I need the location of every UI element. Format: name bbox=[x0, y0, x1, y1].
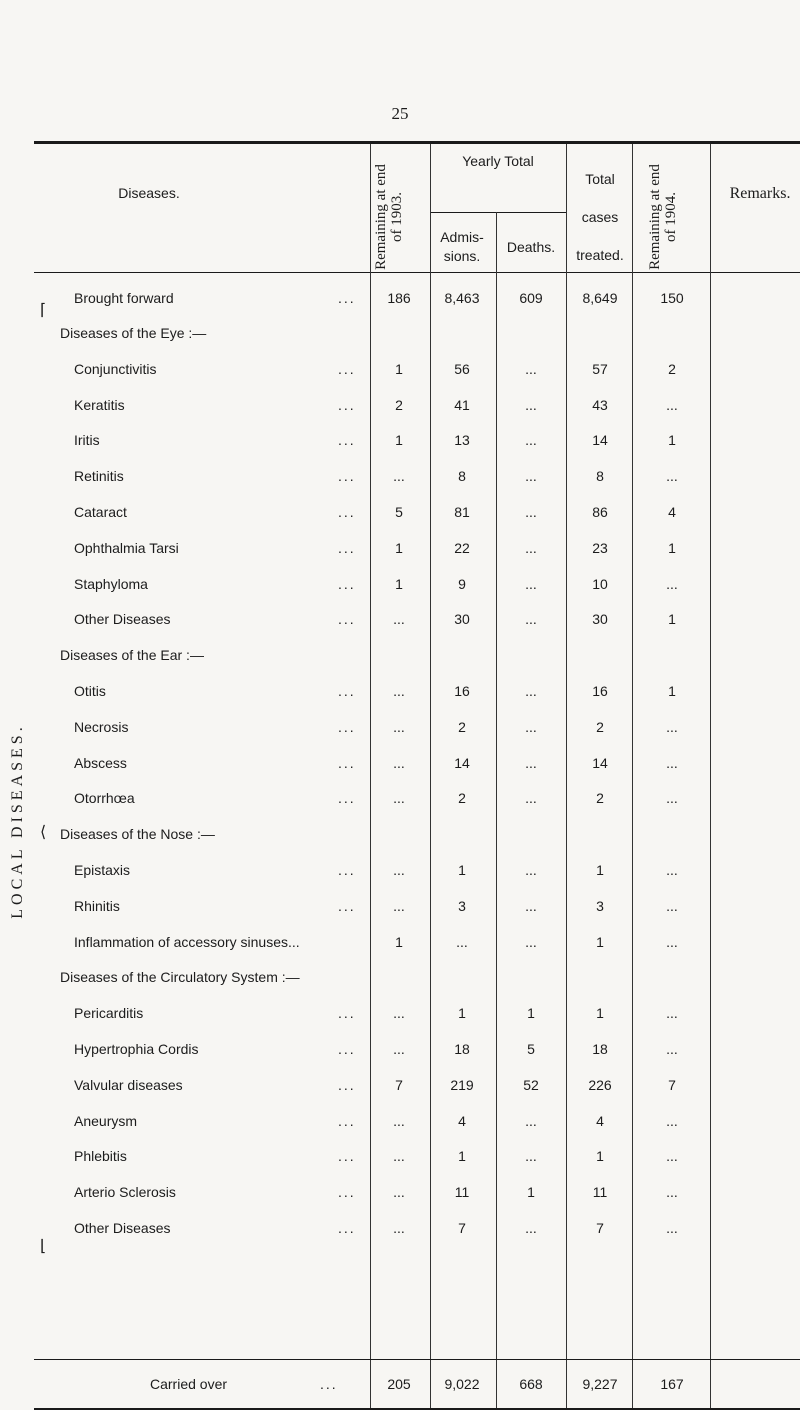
row-name: Keratitis bbox=[74, 397, 125, 413]
cell-total: 11 bbox=[592, 1184, 608, 1200]
cell-total: 86 bbox=[592, 504, 608, 520]
header-remarks: Remarks. bbox=[729, 185, 791, 202]
leader-dots: ... bbox=[338, 361, 356, 377]
leader-dots: ... bbox=[338, 862, 356, 878]
row-name: Arterio Sclerosis bbox=[74, 1184, 176, 1200]
cell-remaining-1904: ... bbox=[666, 1041, 678, 1057]
cell-total: 14 bbox=[592, 755, 608, 771]
brace-bottom: ⌊ bbox=[40, 1238, 47, 1255]
table-row bbox=[0, 719, 800, 743]
cell-remaining-1903: ... bbox=[393, 1184, 405, 1200]
leader-dots: ... bbox=[338, 1113, 356, 1129]
row-name: Ophthalmia Tarsi bbox=[74, 540, 179, 556]
table-row bbox=[0, 504, 800, 528]
cell-remaining-1904: 150 bbox=[660, 290, 684, 306]
cell-remaining-1904: ... bbox=[666, 755, 678, 771]
header-deaths: Deaths. bbox=[506, 239, 556, 255]
section-heading-row bbox=[0, 325, 800, 349]
cell-deaths: ... bbox=[525, 540, 537, 556]
row-name: Phlebitis bbox=[74, 1148, 127, 1164]
cell-total: 4 bbox=[596, 1113, 604, 1129]
cell-deaths: ... bbox=[525, 468, 537, 484]
brought-forward-row bbox=[0, 290, 800, 314]
leader-dots: ... bbox=[338, 504, 356, 520]
row-name: Aneurysm bbox=[74, 1113, 138, 1129]
cell-admissions: 4 bbox=[458, 1113, 466, 1129]
top-rule bbox=[34, 141, 800, 144]
cell-admissions: 81 bbox=[454, 504, 470, 520]
table-row bbox=[0, 934, 800, 958]
cell-remaining-1903: 1 bbox=[395, 934, 403, 950]
cell-admissions: ... bbox=[456, 934, 468, 950]
cell-total: 1 bbox=[596, 1148, 604, 1164]
leader-dots: ... bbox=[338, 1005, 356, 1021]
leader-dots: ... bbox=[338, 290, 356, 306]
row-name: Other Diseases bbox=[74, 611, 171, 627]
cell-total: 16 bbox=[592, 683, 608, 699]
cell-admissions: 7 bbox=[458, 1220, 466, 1236]
header-admissions: Admis- sions. bbox=[440, 229, 484, 264]
cell-remaining-1903: 1 bbox=[395, 576, 403, 592]
cell-remaining-1904: ... bbox=[666, 576, 678, 592]
cell-deaths: ... bbox=[525, 576, 537, 592]
cell-remaining-1904: 1 bbox=[668, 540, 676, 556]
cell-total: 8,649 bbox=[582, 290, 618, 306]
section-heading-row bbox=[0, 969, 800, 993]
cell-admissions: 8 bbox=[458, 468, 466, 484]
carried-over-rule bbox=[34, 1359, 800, 1360]
cell-deaths: 1 bbox=[527, 1184, 535, 1200]
table-row bbox=[0, 611, 800, 635]
row-name: Pericarditis bbox=[74, 1005, 144, 1021]
header-diseases: Diseases. bbox=[118, 185, 180, 201]
cell-total: 8 bbox=[596, 468, 604, 484]
cell-remaining-1904: ... bbox=[666, 1184, 678, 1200]
cell-deaths: ... bbox=[525, 934, 537, 950]
cell-remaining-1904: ... bbox=[666, 719, 678, 735]
cell-admissions: 30 bbox=[454, 611, 470, 627]
row-name: Valvular diseases bbox=[74, 1077, 183, 1093]
cell-remaining-1903: 2 bbox=[395, 397, 403, 413]
cell-admissions: 9 bbox=[458, 576, 466, 592]
brace-top: ⌈ bbox=[40, 302, 47, 319]
table-row bbox=[0, 1077, 800, 1101]
section-heading-row bbox=[0, 826, 800, 850]
cell-deaths: ... bbox=[525, 790, 537, 806]
header-remaining-1903: Remaining at end of 1903. bbox=[373, 164, 405, 270]
row-name: Staphyloma bbox=[74, 576, 148, 592]
cell-admissions: 41 bbox=[454, 397, 470, 413]
cell-total: 18 bbox=[592, 1041, 608, 1057]
cell-remaining-1904: 1 bbox=[668, 683, 676, 699]
table-row bbox=[0, 1184, 800, 1208]
table-row bbox=[0, 1220, 800, 1244]
cell-admissions: 1 bbox=[458, 1148, 466, 1164]
cell-admissions: 56 bbox=[454, 361, 470, 377]
cell-remaining-1904: 1 bbox=[668, 611, 676, 627]
cell-remaining-1903: ... bbox=[393, 719, 405, 735]
cell-remaining-1903: ... bbox=[393, 862, 405, 878]
cell-remaining-1903: 1 bbox=[395, 432, 403, 448]
row-name: Otorrhœa bbox=[74, 790, 135, 806]
row-name: Epistaxis bbox=[74, 862, 131, 878]
cell-deaths: ... bbox=[525, 361, 537, 377]
row-name: Other Diseases bbox=[74, 1220, 171, 1236]
leader-dots: ... bbox=[338, 1148, 356, 1164]
leader-dots: ... bbox=[338, 611, 356, 627]
row-name: Inflammation of accessory sinuses... bbox=[74, 934, 300, 950]
row-name: Rhinitis bbox=[74, 898, 120, 914]
leader-dots: ... bbox=[338, 468, 356, 484]
carried-over-row bbox=[0, 1376, 800, 1400]
table-row bbox=[0, 397, 800, 421]
cell-remaining-1904: ... bbox=[666, 862, 678, 878]
row-name: Hypertrophia Cordis bbox=[74, 1041, 199, 1057]
row-name: Otitis bbox=[74, 683, 106, 699]
cell-admissions: 13 bbox=[454, 432, 470, 448]
cell-deaths: ... bbox=[525, 397, 537, 413]
cell-remaining-1904: ... bbox=[666, 1220, 678, 1236]
cell-deaths: ... bbox=[525, 432, 537, 448]
section-heading: Diseases of the Eye :— bbox=[60, 325, 207, 341]
row-name: Carried over bbox=[150, 1376, 228, 1392]
cell-admissions: 2 bbox=[458, 719, 466, 735]
cell-total: 2 bbox=[596, 719, 604, 735]
table-row bbox=[0, 755, 800, 779]
cell-remaining-1904: ... bbox=[666, 397, 678, 413]
cell-admissions: 2 bbox=[458, 790, 466, 806]
cell-remaining-1904: ... bbox=[666, 1148, 678, 1164]
cell-deaths: 52 bbox=[523, 1077, 539, 1093]
section-heading: Diseases of the Ear :— bbox=[60, 647, 204, 663]
cell-total: 14 bbox=[592, 432, 608, 448]
leader-dots: ... bbox=[338, 432, 356, 448]
cell-admissions: 18 bbox=[454, 1041, 470, 1057]
cell-remaining-1904: 7 bbox=[668, 1077, 676, 1093]
leader-dots: ... bbox=[338, 540, 356, 556]
cell-total: 226 bbox=[588, 1077, 612, 1093]
cell-total: 1 bbox=[596, 1005, 604, 1021]
cell-deaths: ... bbox=[525, 719, 537, 735]
table-row bbox=[0, 540, 800, 564]
cell-admissions: 16 bbox=[454, 683, 470, 699]
cell-remaining-1903: ... bbox=[393, 1041, 405, 1057]
cell-deaths: ... bbox=[525, 862, 537, 878]
header-total-cases: Total cases treated. bbox=[576, 171, 624, 263]
header-remaining-1904: Remaining at end of 1904. bbox=[647, 164, 679, 270]
table-row bbox=[0, 862, 800, 886]
cell-remaining-1903: ... bbox=[393, 611, 405, 627]
table-row bbox=[0, 1005, 800, 1029]
cell-deaths: 1 bbox=[527, 1005, 535, 1021]
table-row bbox=[0, 432, 800, 456]
table-row bbox=[0, 1041, 800, 1065]
cell-remaining-1903: ... bbox=[393, 468, 405, 484]
header-bottom-rule bbox=[34, 272, 800, 273]
table-row bbox=[0, 576, 800, 600]
leader-dots: ... bbox=[338, 1184, 356, 1200]
cell-admissions: 9,022 bbox=[444, 1376, 480, 1392]
header-yearly-total: Yearly Total bbox=[462, 153, 534, 169]
section-heading: Diseases of the Nose :— bbox=[60, 826, 215, 842]
cell-total: 1 bbox=[596, 862, 604, 878]
cell-admissions: 219 bbox=[450, 1077, 474, 1093]
leader-dots: ... bbox=[338, 719, 356, 735]
row-name: Conjunctivitis bbox=[74, 361, 157, 377]
cell-admissions: 1 bbox=[458, 862, 466, 878]
leader-dots: ... bbox=[338, 683, 356, 699]
leader-dots: ... bbox=[338, 755, 356, 771]
table-row bbox=[0, 683, 800, 707]
cell-total: 57 bbox=[592, 361, 608, 377]
cell-deaths: ... bbox=[525, 898, 537, 914]
cell-total: 2 bbox=[596, 790, 604, 806]
cell-total: 7 bbox=[596, 1220, 604, 1236]
cell-deaths: ... bbox=[525, 1148, 537, 1164]
cell-remaining-1904: ... bbox=[666, 1113, 678, 1129]
cell-total: 1 bbox=[596, 934, 604, 950]
cell-remaining-1903: ... bbox=[393, 683, 405, 699]
table-row bbox=[0, 1113, 800, 1137]
cell-total: 9,227 bbox=[582, 1376, 618, 1392]
cell-remaining-1903: ... bbox=[393, 1113, 405, 1129]
cell-deaths: ... bbox=[525, 683, 537, 699]
row-name: Brought forward bbox=[74, 290, 174, 306]
row-name: Retinitis bbox=[74, 468, 124, 484]
cell-remaining-1903: ... bbox=[393, 755, 405, 771]
cell-total: 43 bbox=[592, 397, 608, 413]
leader-dots: ... bbox=[320, 1376, 338, 1392]
leader-dots: ... bbox=[338, 397, 356, 413]
cell-remaining-1904: 1 bbox=[668, 432, 676, 448]
cell-remaining-1903: 7 bbox=[395, 1077, 403, 1093]
cell-remaining-1904: ... bbox=[666, 468, 678, 484]
cell-deaths: ... bbox=[525, 755, 537, 771]
cell-total: 23 bbox=[592, 540, 608, 556]
brace-mid: ⟨ bbox=[40, 824, 47, 841]
leader-dots: ... bbox=[338, 790, 356, 806]
row-name: Necrosis bbox=[74, 719, 129, 735]
cell-admissions: 11 bbox=[454, 1184, 470, 1200]
row-name: Iritis bbox=[74, 432, 100, 448]
row-name: Cataract bbox=[74, 504, 127, 520]
leader-dots: ... bbox=[338, 576, 356, 592]
cell-remaining-1903: ... bbox=[393, 1220, 405, 1236]
cell-deaths: ... bbox=[525, 1113, 537, 1129]
table-row bbox=[0, 898, 800, 922]
cell-admissions: 3 bbox=[458, 898, 466, 914]
cell-remaining-1904: ... bbox=[666, 1005, 678, 1021]
cell-remaining-1903: 1 bbox=[395, 361, 403, 377]
cell-remaining-1903: 1 bbox=[395, 540, 403, 556]
section-heading-row bbox=[0, 647, 800, 671]
leader-dots: ... bbox=[338, 1220, 356, 1236]
leader-dots: ... bbox=[338, 1077, 356, 1093]
cell-remaining-1903: 205 bbox=[387, 1376, 411, 1392]
cell-remaining-1903: ... bbox=[393, 1005, 405, 1021]
cell-remaining-1903: 186 bbox=[387, 290, 411, 306]
cell-deaths: ... bbox=[525, 1220, 537, 1236]
cell-remaining-1903: 5 bbox=[395, 504, 403, 520]
table-row bbox=[0, 468, 800, 492]
cell-deaths: 668 bbox=[519, 1376, 543, 1392]
cell-deaths: ... bbox=[525, 504, 537, 520]
cell-total: 30 bbox=[592, 611, 608, 627]
cell-remaining-1904: 167 bbox=[660, 1376, 684, 1392]
row-name: Abscess bbox=[74, 755, 127, 771]
cell-admissions: 14 bbox=[454, 755, 470, 771]
section-heading: Diseases of the Circulatory System :— bbox=[60, 969, 300, 985]
cell-remaining-1904: ... bbox=[666, 898, 678, 914]
yearly-divider bbox=[430, 212, 566, 213]
table-row bbox=[0, 361, 800, 385]
cell-deaths: ... bbox=[525, 611, 537, 627]
leader-dots: ... bbox=[338, 898, 356, 914]
cell-admissions: 22 bbox=[454, 540, 470, 556]
cell-total: 10 bbox=[592, 576, 608, 592]
cell-total: 3 bbox=[596, 898, 604, 914]
cell-remaining-1904: 2 bbox=[668, 361, 676, 377]
cell-admissions: 8,463 bbox=[444, 290, 480, 306]
leader-dots: ... bbox=[338, 1041, 356, 1057]
cell-deaths: 5 bbox=[527, 1041, 535, 1057]
cell-remaining-1903: ... bbox=[393, 790, 405, 806]
cell-admissions: 1 bbox=[458, 1005, 466, 1021]
cell-remaining-1904: ... bbox=[666, 790, 678, 806]
cell-remaining-1903: ... bbox=[393, 898, 405, 914]
cell-remaining-1904: 4 bbox=[668, 504, 676, 520]
page-number: 25 bbox=[391, 104, 409, 123]
cell-remaining-1903: ... bbox=[393, 1148, 405, 1164]
table-row bbox=[0, 1148, 800, 1172]
cell-remaining-1904: ... bbox=[666, 934, 678, 950]
side-label: LOCAL DISEASES. bbox=[9, 723, 26, 919]
cell-deaths: 609 bbox=[519, 290, 543, 306]
table-row bbox=[0, 790, 800, 814]
